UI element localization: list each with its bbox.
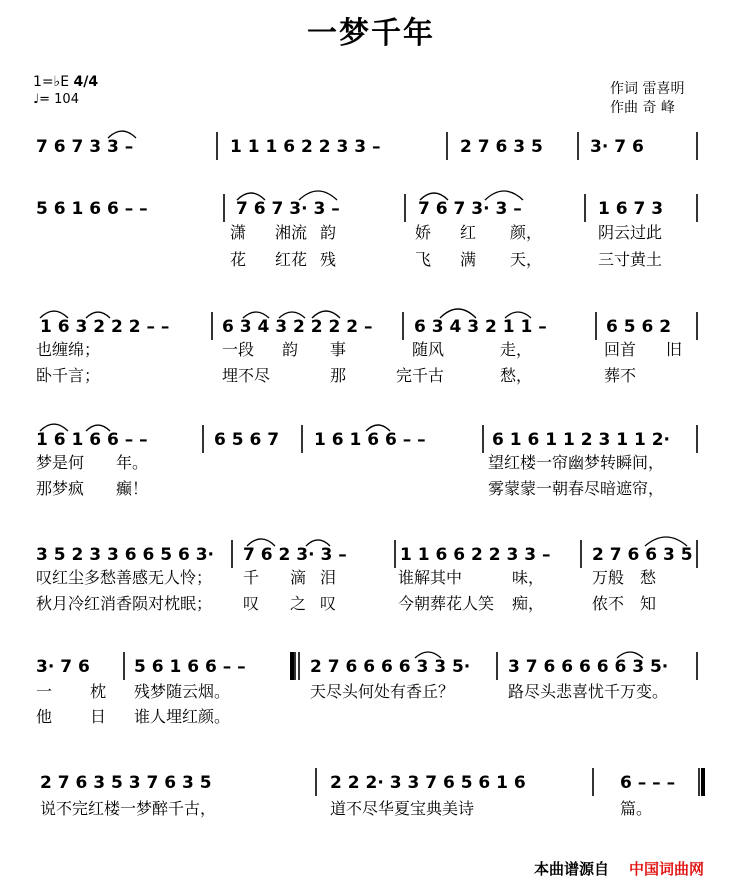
time-signature: 4/4 bbox=[73, 74, 99, 90]
lyric-word: 千 bbox=[243, 568, 260, 587]
lyric-word: 飞 bbox=[415, 250, 432, 269]
measure-notes: 3 5 2 3 3 6 6 5 6 3· bbox=[36, 545, 215, 565]
lyric-word: 卧千言； bbox=[36, 366, 101, 385]
measure-notes: 5 6 1 6 6 – – bbox=[36, 199, 148, 219]
source-credit bbox=[534, 858, 704, 879]
lyric-word: 癫！ bbox=[116, 479, 149, 498]
lyric-word: 三寸黄土 bbox=[598, 250, 663, 269]
lyric-word: 韵 bbox=[320, 223, 337, 242]
lyric-word: 雾蒙蒙一朝春尽暗遮帘， bbox=[488, 479, 665, 498]
lyric-word: 愁， bbox=[500, 366, 533, 385]
lyric-word: 天， bbox=[510, 250, 543, 269]
lyric-word: 千古 bbox=[412, 366, 445, 385]
lyric-word: 今朝葬花人笑 bbox=[398, 594, 495, 613]
lyric-word: 满 bbox=[460, 250, 477, 269]
lyric-word: 完 bbox=[396, 366, 413, 385]
lyric-word: 他 bbox=[36, 707, 53, 726]
source-text: 本曲谱源自 bbox=[534, 860, 610, 878]
lyric-word: 葬不 bbox=[604, 366, 637, 385]
lyric-word: 回首 bbox=[604, 340, 637, 359]
measure-notes: 6 5 6 2 bbox=[606, 317, 672, 337]
lyric-word: 滴 bbox=[290, 568, 307, 587]
measure-notes: 2 2 2· 3 3 7 6 5 6 1 6 bbox=[330, 773, 526, 793]
lyric-word: 梦是何 bbox=[36, 453, 85, 472]
lyric-word: 道不尽华夏宝典美诗 bbox=[330, 799, 475, 818]
lyric-word: 旧 bbox=[666, 340, 683, 359]
lyric-word: 埋不尽 bbox=[222, 366, 271, 385]
lyric-word: 之 bbox=[290, 594, 307, 613]
lyric-word: 红花 bbox=[275, 250, 308, 269]
lyric-word: 痴， bbox=[512, 594, 545, 613]
lyric-word: 一 bbox=[36, 682, 53, 701]
measure-notes: 6 3 4 3 2 1 1 – bbox=[414, 317, 547, 337]
lyric-word: 那 bbox=[330, 366, 347, 385]
lyric-word: 叹 bbox=[320, 594, 337, 613]
composer: 作曲 奇 峰 bbox=[610, 100, 675, 116]
measure-notes: 3· 7 6 bbox=[590, 137, 644, 157]
measure-notes: 2 7 6 6 3 5 bbox=[592, 545, 693, 565]
lyric-word: 颜， bbox=[510, 223, 543, 242]
lyric-word: 走， bbox=[500, 340, 533, 359]
measure-notes: 1 6 1 6 6 – – bbox=[314, 430, 426, 450]
lyric-word: 日 bbox=[90, 707, 107, 726]
lyric-word: 泪 bbox=[320, 568, 337, 587]
lyric-word: 事 bbox=[330, 340, 347, 359]
page-title: 一梦千年 bbox=[307, 16, 435, 51]
measure-notes: 6 – – – bbox=[620, 773, 676, 793]
lyric-word: 谁解其中 bbox=[398, 568, 463, 587]
lyric-word: 谁人埋红颜。 bbox=[134, 707, 231, 726]
lyric-word: 路尽头悲喜忧千万变。 bbox=[508, 682, 669, 701]
measure-notes: 6 5 6 7 bbox=[214, 430, 280, 450]
measure-notes: 6 3 4 3 2 2 2 2 – bbox=[222, 317, 373, 337]
lyric-word: 篇。 bbox=[620, 799, 653, 818]
lyric-word: 花 bbox=[230, 250, 247, 269]
lyric-word: 阴云过此 bbox=[598, 223, 663, 242]
lyric-word: 娇 bbox=[415, 223, 432, 242]
lyric-word: 味， bbox=[512, 568, 545, 587]
lyric-word: 天尽头何处有香丘？ bbox=[310, 682, 455, 701]
lyric-word: 枕 bbox=[90, 682, 107, 701]
lyric-word: 愁 bbox=[640, 568, 657, 587]
lyric-word: 万般 bbox=[592, 568, 625, 587]
measure-notes: 6 1 6 1 1 2 3 1 1 2· bbox=[492, 430, 671, 450]
measure-notes: 1 1 6 6 2 2 3 3 – bbox=[400, 545, 551, 565]
site-name[interactable]: 中国词曲网 bbox=[629, 860, 705, 878]
key-label: 1=♭E bbox=[33, 74, 70, 90]
lyric-word: 湘流 bbox=[275, 223, 308, 242]
lyric-word: 年。 bbox=[116, 453, 149, 472]
measure-notes: 2 7 6 6 6 6 3 3 5· bbox=[310, 657, 471, 677]
measure-notes: 7 6 7 3· 3 – bbox=[418, 199, 522, 219]
lyric-word: 残 bbox=[320, 250, 337, 269]
lyric-word: 叹 bbox=[243, 594, 260, 613]
measure-notes: 1 6 7 3 bbox=[598, 199, 664, 219]
lyric-word: 随风 bbox=[412, 340, 445, 359]
measure-notes: 2 7 6 3 5 bbox=[460, 137, 543, 157]
measure-notes: 1 1 1 6 2 2 3 3 – bbox=[230, 137, 381, 157]
measure-notes: 1 6 1 6 6 – – bbox=[36, 430, 148, 450]
lyric-word: 潇 bbox=[230, 223, 247, 242]
lyric-word: 说不完红楼一梦醉千古， bbox=[40, 799, 217, 818]
lyric-word: 残梦随云烟。 bbox=[134, 682, 231, 701]
measure-notes: 5 6 1 6 6 – – bbox=[134, 657, 246, 677]
measure-notes: 7 6 7 3 3 – bbox=[36, 137, 134, 157]
lyric-word: 望红楼一帘幽梦转瞬间， bbox=[488, 453, 665, 472]
tempo-marking: ♩= 104 bbox=[33, 92, 79, 107]
measure-notes: 1 6 3 2 2 2 – – bbox=[40, 317, 170, 337]
lyric-word: 侬不 bbox=[592, 594, 625, 613]
measure-notes: 3· 7 6 bbox=[36, 657, 90, 677]
measure-notes: 2 7 6 3 5 3 7 6 3 5 bbox=[40, 773, 212, 793]
measure-notes: 7 6 2 3· 3 – bbox=[243, 545, 347, 565]
measure-notes: 7 6 7 3· 3 – bbox=[236, 199, 340, 219]
lyric-word: 那梦疯 bbox=[36, 479, 85, 498]
lyricist: 作词 雷喜明 bbox=[610, 81, 685, 97]
lyric-word: 也缠绵； bbox=[36, 340, 101, 359]
lyric-word: 一段 bbox=[222, 340, 255, 359]
lyric-word: 韵 bbox=[282, 340, 299, 359]
measure-notes: 3 7 6 6 6 6 6 3 5· bbox=[508, 657, 669, 677]
lyric-word: 秋月冷红消香陨对枕眠； bbox=[36, 594, 213, 613]
lyric-word: 知 bbox=[640, 594, 657, 613]
lyric-word: 红 bbox=[460, 223, 477, 242]
lyric-word: 叹红尘多愁善感无人怜； bbox=[36, 568, 213, 587]
